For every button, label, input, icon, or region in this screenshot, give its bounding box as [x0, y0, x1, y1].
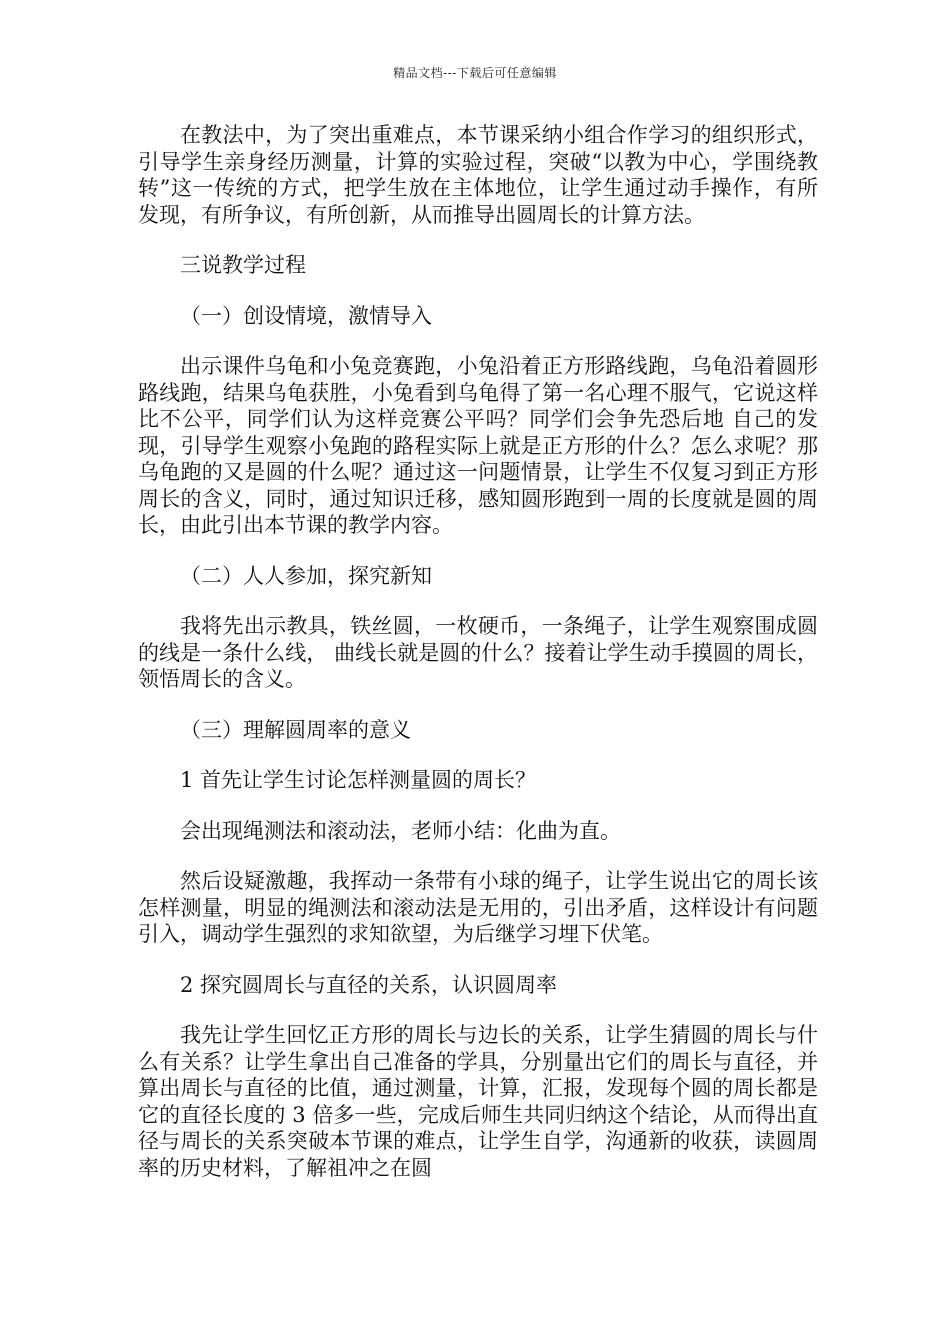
- paragraph-teaching-method: 在教法中，为了突出重难点，本节课采纳小组合作学习的组织形式，引导学生亲身经历测量，计算的实验过程，突破“以教为中心，学围绕教转”这一传统的方式，把学生放在主体地位，让学生通过动手操作，有所发现，有所争议，有所创新，从而推导出圆周长的计算方法。: [138, 123, 818, 227]
- document-body: [138, 122, 818, 1205]
- subheading-create-situation: （一）创设情境，激情导入: [180, 303, 432, 328]
- page-header: 精品文档---下载后可任意编辑: [393, 66, 557, 80]
- paragraph-step-1: 1 首先让学生讨论怎样测量圆的周长？: [180, 768, 537, 792]
- paragraph-measure-methods: 会出现绳测法和滚动法，老师小结：化曲为直。: [180, 818, 621, 843]
- subheading-pi-meaning: （三）理解圆周率的意义: [180, 717, 411, 742]
- section-heading-teaching-process: 三说教学过程: [180, 253, 306, 277]
- paragraph-step-2: 2 探究圆周长与直径的关系，认识圆周率: [180, 972, 558, 997]
- subheading-explore-new-knowledge: （二）人人参加，探究新知: [180, 563, 432, 588]
- paragraph-rope-ball: 然后设疑激趣，我挥动一条带有小球的绳子，让学生说出它的周长该怎样测量，明显的绳测法和滚动法是无用的，引出矛盾，这样设计有问题引入，调动学生强烈的求知欲望，为后继学习埋下伏笔。: [138, 869, 818, 946]
- paragraph-diameter-relation: 我先让学生回忆正方形的周长与边长的关系，让学生猜圆的周长与什么有关系？让学生拿出自己准备的学具，分别量出它们的周长与直径，并算出周长与直径的比值，通过测量，计算，汇报，发现每个圆的周长都是它的直径长度的 3 倍多一些，完成后师生共同归纳这个结论，从而得出直径与周长的关系突破本节课的难点，让学生自学，沟通新的收获，读圆周率的历史材料，了解祖冲之在圆: [138, 1023, 818, 1180]
- paragraph-teaching-aids: 我将先出示教具，铁丝圆，一枚硬币，一条绳子，让学生观察围成圆的线是一条什么线， 曲线长就是圆的什么？接着让学生动手摸圆的周长，领悟周长的含义。: [138, 614, 818, 691]
- paragraph-race-story: 出示课件乌龟和小兔竞赛跑，小兔沿着正方形路线跑，乌龟沿着圆形路线跑，结果乌龟获胜，小兔看到乌龟得了第一名心理不服气，它说这样比不公平，同学们认为这样竞赛公平吗？同学们会争先恐后地 自己的发现，引导学生观察小兔跑的路程实际上就是正方形的什么？怎么求呢？那乌龟跑的又是圆的什么呢？通过这一问题情景，让学生不仅复习到正方形周长的含义，同时，通过知识迁移，感知圆形跑到一周的长度就是圆的周长，由此引出本节课的教学内容。: [138, 354, 818, 537]
